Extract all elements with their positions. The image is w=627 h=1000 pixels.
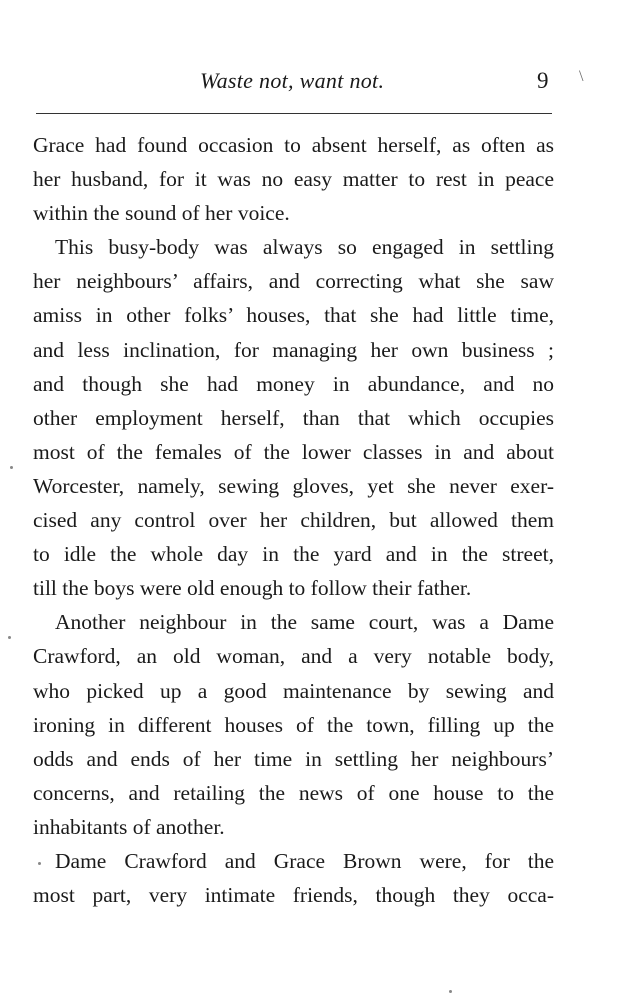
text-line: This busy-body was always so engaged in settling [55, 235, 554, 260]
page-number: 9 [537, 68, 549, 93]
text-line: most of the females of the lower classes in and about [33, 439, 554, 464]
text-line: cised any control over her children, but allowed them [33, 508, 554, 533]
text-line: ironing in different houses of the town, filling up the [33, 712, 554, 737]
text-line: most part, very intimate friends, though they occa- [33, 883, 554, 908]
margin-speck [38, 862, 41, 865]
text-line: concerns, and retailing the news of one house to the [33, 780, 554, 805]
text-line: amiss in other folks’ houses, that she had little time, [33, 303, 554, 328]
text-line: till the boys were old enough to follow their father. [33, 576, 472, 601]
text-line: Another neighbour in the same court, was a Dame [55, 610, 554, 635]
text-line: Dame Crawford and Grace Brown were, for the [55, 848, 554, 873]
body-text [33, 128, 554, 912]
text-line: her neighbours’ affairs, and correcting what she saw [33, 269, 554, 294]
page-header [0, 64, 627, 104]
margin-speck [449, 990, 452, 993]
text-line: her husband, for it was no easy matter to rest in peace [33, 167, 554, 192]
text-line: Grace had found occasion to absent herself, as often as [33, 133, 554, 157]
text-line: Worcester, namely, sewing gloves, yet she never exer- [33, 473, 554, 498]
header-rule [36, 113, 552, 114]
margin-speck [8, 636, 11, 639]
text-line: Crawford, an old woman, and a very notable body, [33, 644, 554, 669]
text-line: other employment herself, than that which occupies [33, 405, 554, 430]
text-line: and though she had money in abundance, and no [33, 371, 554, 396]
text-line: inhabitants of another. [33, 814, 225, 839]
running-title: Waste not, want not. [200, 68, 385, 93]
text-line: who picked up a good maintenance by sewing and [33, 678, 554, 703]
text-line: to idle the whole day in the yard and in the street, [33, 542, 554, 567]
text-line: within the sound of her voice. [33, 201, 290, 226]
edge-mark: \ [579, 68, 584, 85]
text-line: and less inclination, for managing her own business ; [33, 337, 554, 362]
margin-speck [10, 466, 13, 469]
text-line: odds and ends of her time in settling her neighbours’ [33, 746, 554, 771]
